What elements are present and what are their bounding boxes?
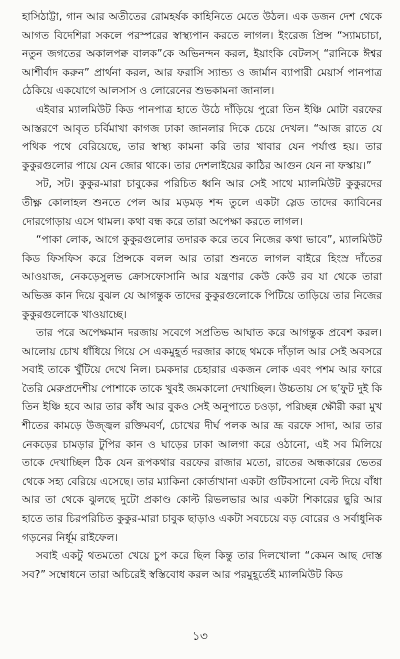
page-number: ১৩ bbox=[192, 629, 208, 643]
paragraph-2: এইবার ম্যালমিউট কিড পানপাত্র হাতে উঠে দাঁড়িয়ে পুরো তিন ইঞ্চি মোটা বরফের আস্তরণে আবৃত চর্বিমাখা কাগজ ঢাকা জানলার দিকে চেয়ে দেখল। “আজ রাতে যে পথিক পথে বেরিয়েছে, তার স্বাস্থ্য কামনা করি তার খাবার যেন পর্যাপ্ত হয়। তার কুকুরগুলোর পায়ে যেন জোর থাকে। তার দেশলাইয়ের কাঠির আগুন যেন না ফস্কায়।” bbox=[22, 103, 382, 172]
paragraph-4: “পাকা লোক, আগে কুকুরগুলোর তদারক করে তবে নিজের কথা ভাবে”, ম্যালমিউট কিড ফিসফিস করে প্রিন্সকে বলল আর তারা শুনতে লাগল বাইরে হিংস্র দাঁতের আওয়াজ, নেকড়েসুলভ ক্ৰোসফোসানি আর যন্ত্রণার কেউ কেউ রব যা থেকে তারা অভিজ্ঞ কান দিয়ে বুঝল যে আগন্তুক তাদের কুকুরগুলোকে পিটিয়ে তাড়িয়ে তার নিজের কুকুরগুলোকে খাওয়াচ্ছে। bbox=[22, 234, 382, 321]
paragraph-1: হাসিঠাট্টা, গান আর অতীতের রোমহর্ষক কাহিনিতে মেতে উঠল। এক ডজন দেশ থেকে আগত বিদেশিরা সকলে পরস্পরের স্বাস্থ্যপান করতে লাগল। ইংরেজ প্রিন্স “স্যামচাচা, নতুন জগতের অকালপক্ব বালক”কে অভিনন্দন করল, ইয়াংকি বেটলস্ “রানিকে ঈশ্বর আশীর্বাদ করুন” প্রার্থনা করল, আর ফরাসি স্যান্ড্য ও জার্মান ব্যাপারী মেয়ার্স পানপাত্র ঠেকিয়ে একযোগে আলসাস ও লোরেনের শুভকামনা জানাল। bbox=[22, 11, 382, 98]
paragraph-6: সবাই একটু থতমতো খেয়ে চুপ করে ছিল কিন্তু তার দিলখোলা “কেমন আছ দোস্ত সব?” সম্বোধনে তারা অচিরেই স্বস্তিবোধ করল আর পরমুহূর্তেই ম্যালমিউট কিড bbox=[22, 550, 382, 581]
body-text bbox=[22, 8, 382, 584]
paragraph-5: তার পরে অপেক্ষমান দরজায় সবেগে সপ্রতিভ আঘাত করে আগন্তুক প্রবেশ করল। আলোয় চোখ ধাঁধিয়ে গিয়ে সে একমুহূর্ত দরজার কাছে থমকে দাঁড়াল আর সেই অবসরে সবাই তাকে খুঁটিয়ে দেখে নিল। চমকদার চেহারার একজন লোক এবং পশম আর ফারে তৈরি মেরুপ্রদেশীয় পোশাকে তাকে খুবই জমকালো দেখাচ্ছিল। উচ্চতায় সে ছ’ফুট দুই কি তিন ইঞ্চি হবে আর তার কাঁধ আর বুকও সেই অনুপাতে চওড়া, পরিচ্ছন্ন ক্ষৌরী করা মুখ শীতের কামড়ে উজ্জ্বল রক্তিমবর্ণ, চোখের দীর্ঘ পলক আর ভ্রূ বরফে সাদা, আর তার নেকড়ের চামড়ার টুপির কান ও ঘাড়ের ঢাকা আলগা করে ওঠানো, এই সব মিলিয়ে তাকে দেখাচ্ছিল ঠিক যেন রূপকথার বরফের রাজার মতো, রাতের অন্ধকারের ভেতর থেকে সহ্য বেরিয়ে এসেছে। তার ম্যাকিনা কোর্তাখানা একটা গুটিবসানো বেল্ট দিয়ে বাঁধা আর তা থেকে ঝুলছে দুটো প্রকাণ্ড কোল্ট রিভলভার আর একটা শিকারের ছুরি আর হাতে তার চিরপরিচিত কুকুর-মারা চাবুক ছাড়াও একটা সবচেয়ে বড় বোরের ও সর্বাধুনিক গড়নের নির্ধূম রাইফেল। bbox=[22, 327, 382, 544]
paragraph-3: সট, সট। কুকুর-মারা চাবুকের পরিচিত ধ্বনি আর সেই সাথে ম্যালমিউট কুকুরদের তীক্ষ্ণ কোলাহল শুনতে পেল আর মড়মড় শব্দ তুলে একটা স্লেড তাদের ক্যাবিনের দোরগোড়ায় এসে থামল। কথা বন্ধ করে তারা অপেক্ষা করতে লাগল। bbox=[22, 178, 382, 228]
